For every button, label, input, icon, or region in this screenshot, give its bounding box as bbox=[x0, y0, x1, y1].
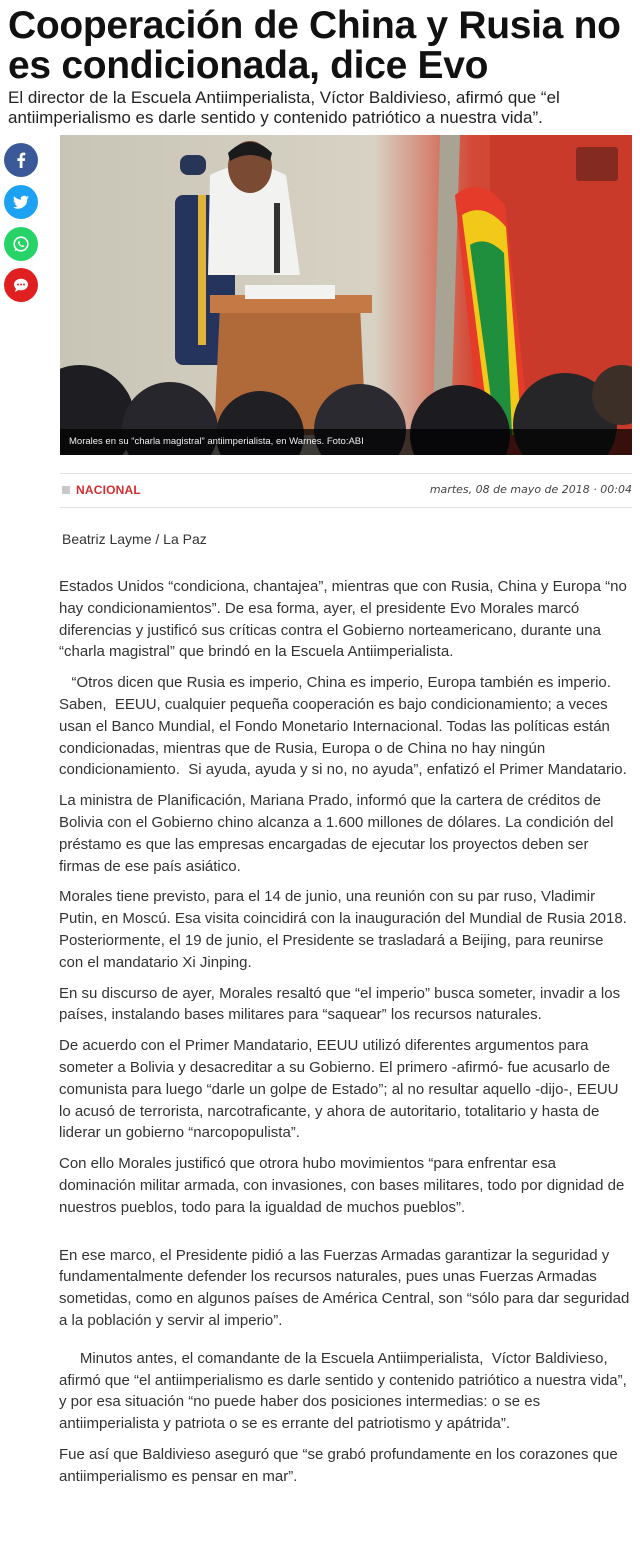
expand-icon bbox=[576, 147, 632, 455]
twitter-icon bbox=[11, 192, 31, 212]
paragraph: Fue así que Baldivieso aseguró que “se grabó profundamente en los corazones que antiimperialismo es pensar en mar”. bbox=[59, 1445, 618, 1485]
photo-caption: Morales en su “charla magistral” antiimperialista, en Warnes. Foto:ABI bbox=[60, 429, 632, 455]
paragraph: Con ello Morales justificó que otrora hubo movimientos “para enfrentar esa dominación militar armada, con invasiones, con bases militares, todo por dignidad de nuestros pueblos, todo para la igualdad de muchos pueblos”. bbox=[59, 1155, 625, 1216]
paragraph: La ministra de Planificación, Mariana Prado, informó que la cartera de créditos de Bolivia con el Gobierno chino alcanza a 1.600 millones de dólares. La condición del préstamo es que las empresas encargadas de ejecutar los proyectos deben ser firmas de ese país asiático. bbox=[59, 792, 614, 875]
article-photo[interactable] bbox=[60, 135, 632, 455]
comments-button[interactable] bbox=[4, 268, 38, 302]
whatsapp-share-button[interactable] bbox=[4, 227, 38, 261]
paragraph: En su discurso de ayer, Morales resaltó que “el imperio” busca someter, invadir a los países, instalando bases militares para “saquear” los recursos naturales. bbox=[59, 984, 621, 1024]
article-headline: Cooperación de China y Rusia no es condicionada, dice Evo bbox=[8, 4, 621, 87]
byline: Beatriz Layme / La Paz bbox=[62, 531, 207, 547]
article-subheadline: El director de la Escuela Antiimperialista, Víctor Baldivieso, afirmó que “el antiimperialismo es darle sentido y contenido patriótico a nuestra vida”. bbox=[8, 88, 560, 127]
paragraph: Morales tiene previsto, para el 14 de junio, una reunión con su par ruso, Vladimir Putin, en Moscú. Esa visita coincidirá con la inauguración del Mundial de Rusia 2018. Posteriormente, el 19 de junio, el Presidente se trasladará a Beijing, para reunirse con el mandatario Xi Jinping. bbox=[59, 888, 627, 971]
twitter-share-button[interactable] bbox=[4, 185, 38, 219]
article-body bbox=[59, 576, 631, 1496]
paragraph: Estados Unidos “condiciona, chantajea”, mientras que con Rusia, China y Europa “no hay condicionamientos”. De esa forma, ayer, el presidente Evo Morales marcó diferencias y justificó sus críticas contra el Gobierno norteamericano, durante una “charla magistral” que brindó en la Escuela Antiimperialista. bbox=[59, 578, 627, 661]
photo-illustration bbox=[60, 135, 632, 455]
whatsapp-icon bbox=[11, 234, 31, 254]
publish-date: martes, 08 de mayo de 2018 · 00:04 bbox=[429, 483, 632, 496]
meta-divider-top bbox=[60, 473, 632, 474]
section-marker bbox=[62, 486, 70, 494]
paragraph: “Otros dicen que Rusia es imperio, China es imperio, Europa también es imperio. Saben, EEUU, cualquier pequeña cooperación es bajo condicionamiento; a veces usan el Banco Mundial, el Fondo Monetario Internacional. Todas las políticas están condicionadas, mientras que de Rusia, Europa o de China no hay ningún condicionamiento. Si ayuda, ayuda y si no, no ayuda”, enfatizó el Primer Mandatario. bbox=[59, 674, 627, 779]
paragraph: Minutos antes, el comandante de la Escuela Antiimperialista, Víctor Baldivieso, afirmó que “el antiimperialismo es darle sentido y contenido patriótico a nuestra vida”, y por esa situación “no puede haber dos posiciones intermedias: o se es antiimperialista y patriota o se es errante del patriotismo y apátrida”. bbox=[59, 1349, 631, 1433]
facebook-share-button[interactable] bbox=[4, 143, 38, 177]
facebook-icon bbox=[11, 150, 31, 170]
section-link[interactable]: NACIONAL bbox=[76, 483, 141, 497]
meta-divider-bottom bbox=[60, 507, 632, 508]
expand-photo-button[interactable] bbox=[576, 147, 618, 181]
comment-icon bbox=[11, 275, 31, 295]
paragraph: En ese marco, el Presidente pidió a las Fuerzas Armadas garantizar la seguridad y fundamentalmente defender los recursos naturales, pues unas Fuerzas Armadas sometidas, como en algunos países de América Central, son “sólo para dar seguridad a la población y servir al imperio”. bbox=[59, 1246, 630, 1329]
paragraph: De acuerdo con el Primer Mandatario, EEUU utilizó diferentes argumentos para someter a Bolivia y desacreditar a su Gobierno. El primero -afirmó- fue acusarlo de comunista para luego “darle un golpe de Estado”; al no resultar aquello -dijo-, EEUU lo acusó de terrorista, narcotraficante, y ahora de autoritario, totalitario y hasta de liderar un gobierno “narcopopulista”. bbox=[59, 1037, 619, 1142]
